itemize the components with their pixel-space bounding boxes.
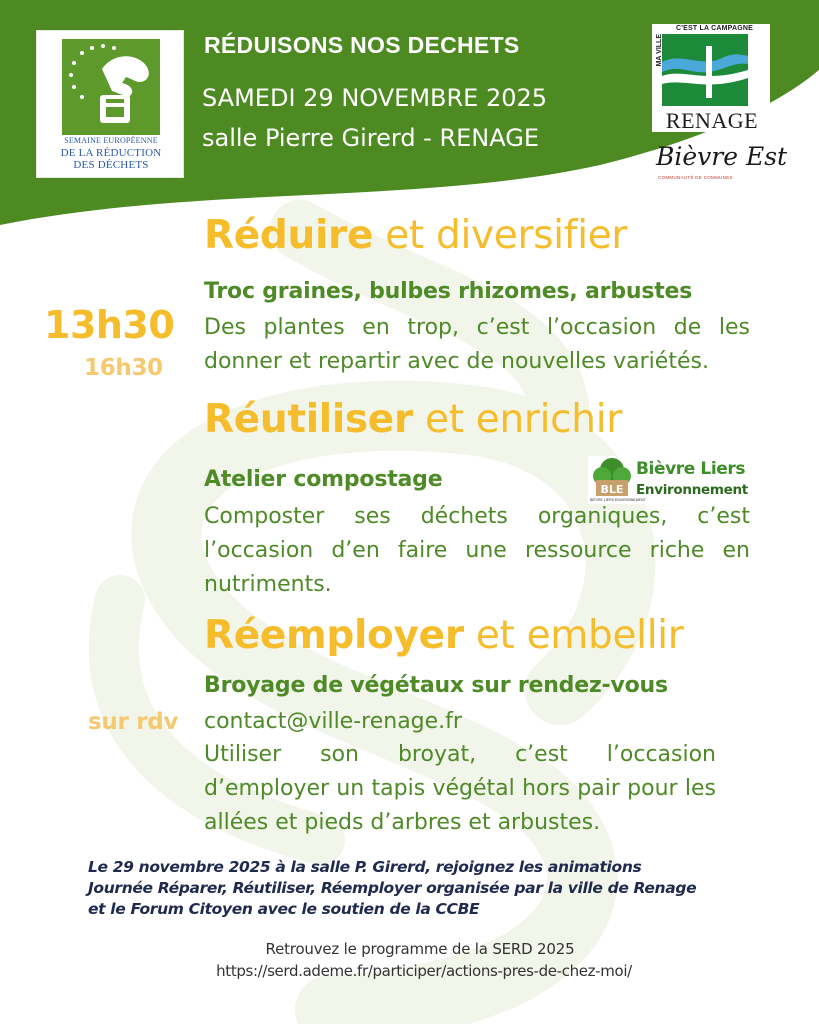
bievre-est-logo — [656, 142, 788, 188]
section-title-bold: Réutiliser — [204, 397, 413, 442]
section-text-troc: Des plantes en trop, c’est l’occasion de les donner et repartir avec de nouvelles variétés. — [204, 315, 750, 374]
program-label: Retrouvez le programme de la SERD 2025 — [265, 940, 575, 958]
bievre-liers-logo — [588, 456, 750, 504]
footer-note-line1: Le 29 novembre 2025 à la salle P. Girerd, rejoignez les animations — [88, 858, 642, 876]
header-venue: salle Pierre Girerd - RENAGE — [202, 124, 540, 152]
svg-text:BLE: BLE — [600, 483, 624, 496]
tree-icon — [590, 456, 634, 500]
recycling-hand-icon — [62, 39, 160, 135]
by-appointment-label: sur rdv — [88, 709, 179, 735]
section-subtitle-compostage: Atelier compostage — [204, 467, 443, 492]
footer-note-line3: et le Forum Citoyen avec le soutien de la CCBE — [88, 900, 480, 918]
header-date: SAMEDI 29 NOVEMBRE 2025 — [202, 84, 548, 112]
section-text-broyage: Utiliser son broyat, c’est l’occasion d’employer un tapis végétal hors pair pour les allées et pieds d’arbres et arbustes. — [204, 742, 716, 835]
serd-logo — [36, 30, 184, 178]
section-title-reutiliser — [204, 397, 622, 442]
renage-logo — [652, 24, 770, 132]
renage-name: RENAGE — [665, 108, 759, 133]
section-title-reduire — [204, 213, 627, 258]
bievre-liers-subtitle: Environnement — [636, 482, 748, 498]
section-subtitle-broyage: Broyage de végétaux sur rendez-vous — [204, 673, 668, 698]
section-text-compostage: Composter ses déchets organiques, c’est l’occasion d’en faire une ressource riche en nutriments. — [204, 504, 750, 597]
serd-caption-line3: DES DÉCHETS — [73, 159, 149, 171]
footer-note-line2: Journée Réparer, Réutiliser, Réemployer organisée par la ville de Renage — [88, 879, 697, 897]
program-url-link[interactable]: https://serd.ademe.fr/participer/actions-pres-de-chez-moi/ — [216, 962, 632, 980]
time-start: 13h30 — [44, 303, 175, 347]
section-title-rest: et diversifier — [373, 213, 628, 258]
contact-email[interactable]: contact@ville-renage.fr — [204, 709, 462, 734]
time-end: 16h30 — [84, 355, 163, 381]
header-title: RÉDUISONS NOS DECHETS — [204, 32, 520, 58]
bievre-est-name: Bièvre Est — [656, 142, 788, 171]
section-title-rest: et embellir — [463, 613, 684, 658]
serd-caption-line2: DE LA RÉDUCTION — [60, 147, 162, 159]
serd-logo-caption — [49, 135, 173, 171]
serd-caption-line1: SEMAINE EUROPÉENNE — [64, 136, 158, 145]
bievre-est-subtitle: COMMUNAUTÉ DE COMMUNES — [658, 175, 733, 180]
footer-note — [88, 857, 728, 920]
serd-logo-emblem — [62, 39, 160, 135]
section-title-rest: et enrichir — [412, 397, 622, 442]
section-title-bold: Réemployer — [204, 613, 464, 658]
bievre-liers-name: Bièvre Liers — [636, 459, 746, 479]
renage-tagline: C'EST LA CAMPAGNE — [676, 25, 754, 32]
bievre-liers-mini: BIÈVRE LIERS ENVIRONNEMENT — [590, 498, 646, 502]
section-title-bold: Réduire — [204, 213, 374, 258]
river-wave-icon — [662, 34, 748, 106]
renage-logo-emblem — [662, 34, 748, 106]
section-title-reemployer — [204, 613, 684, 658]
renage-side-label: MA VILLE — [656, 34, 663, 67]
section-subtitle-troc: Troc graines, bulbes rhizomes, arbustes — [204, 279, 693, 304]
